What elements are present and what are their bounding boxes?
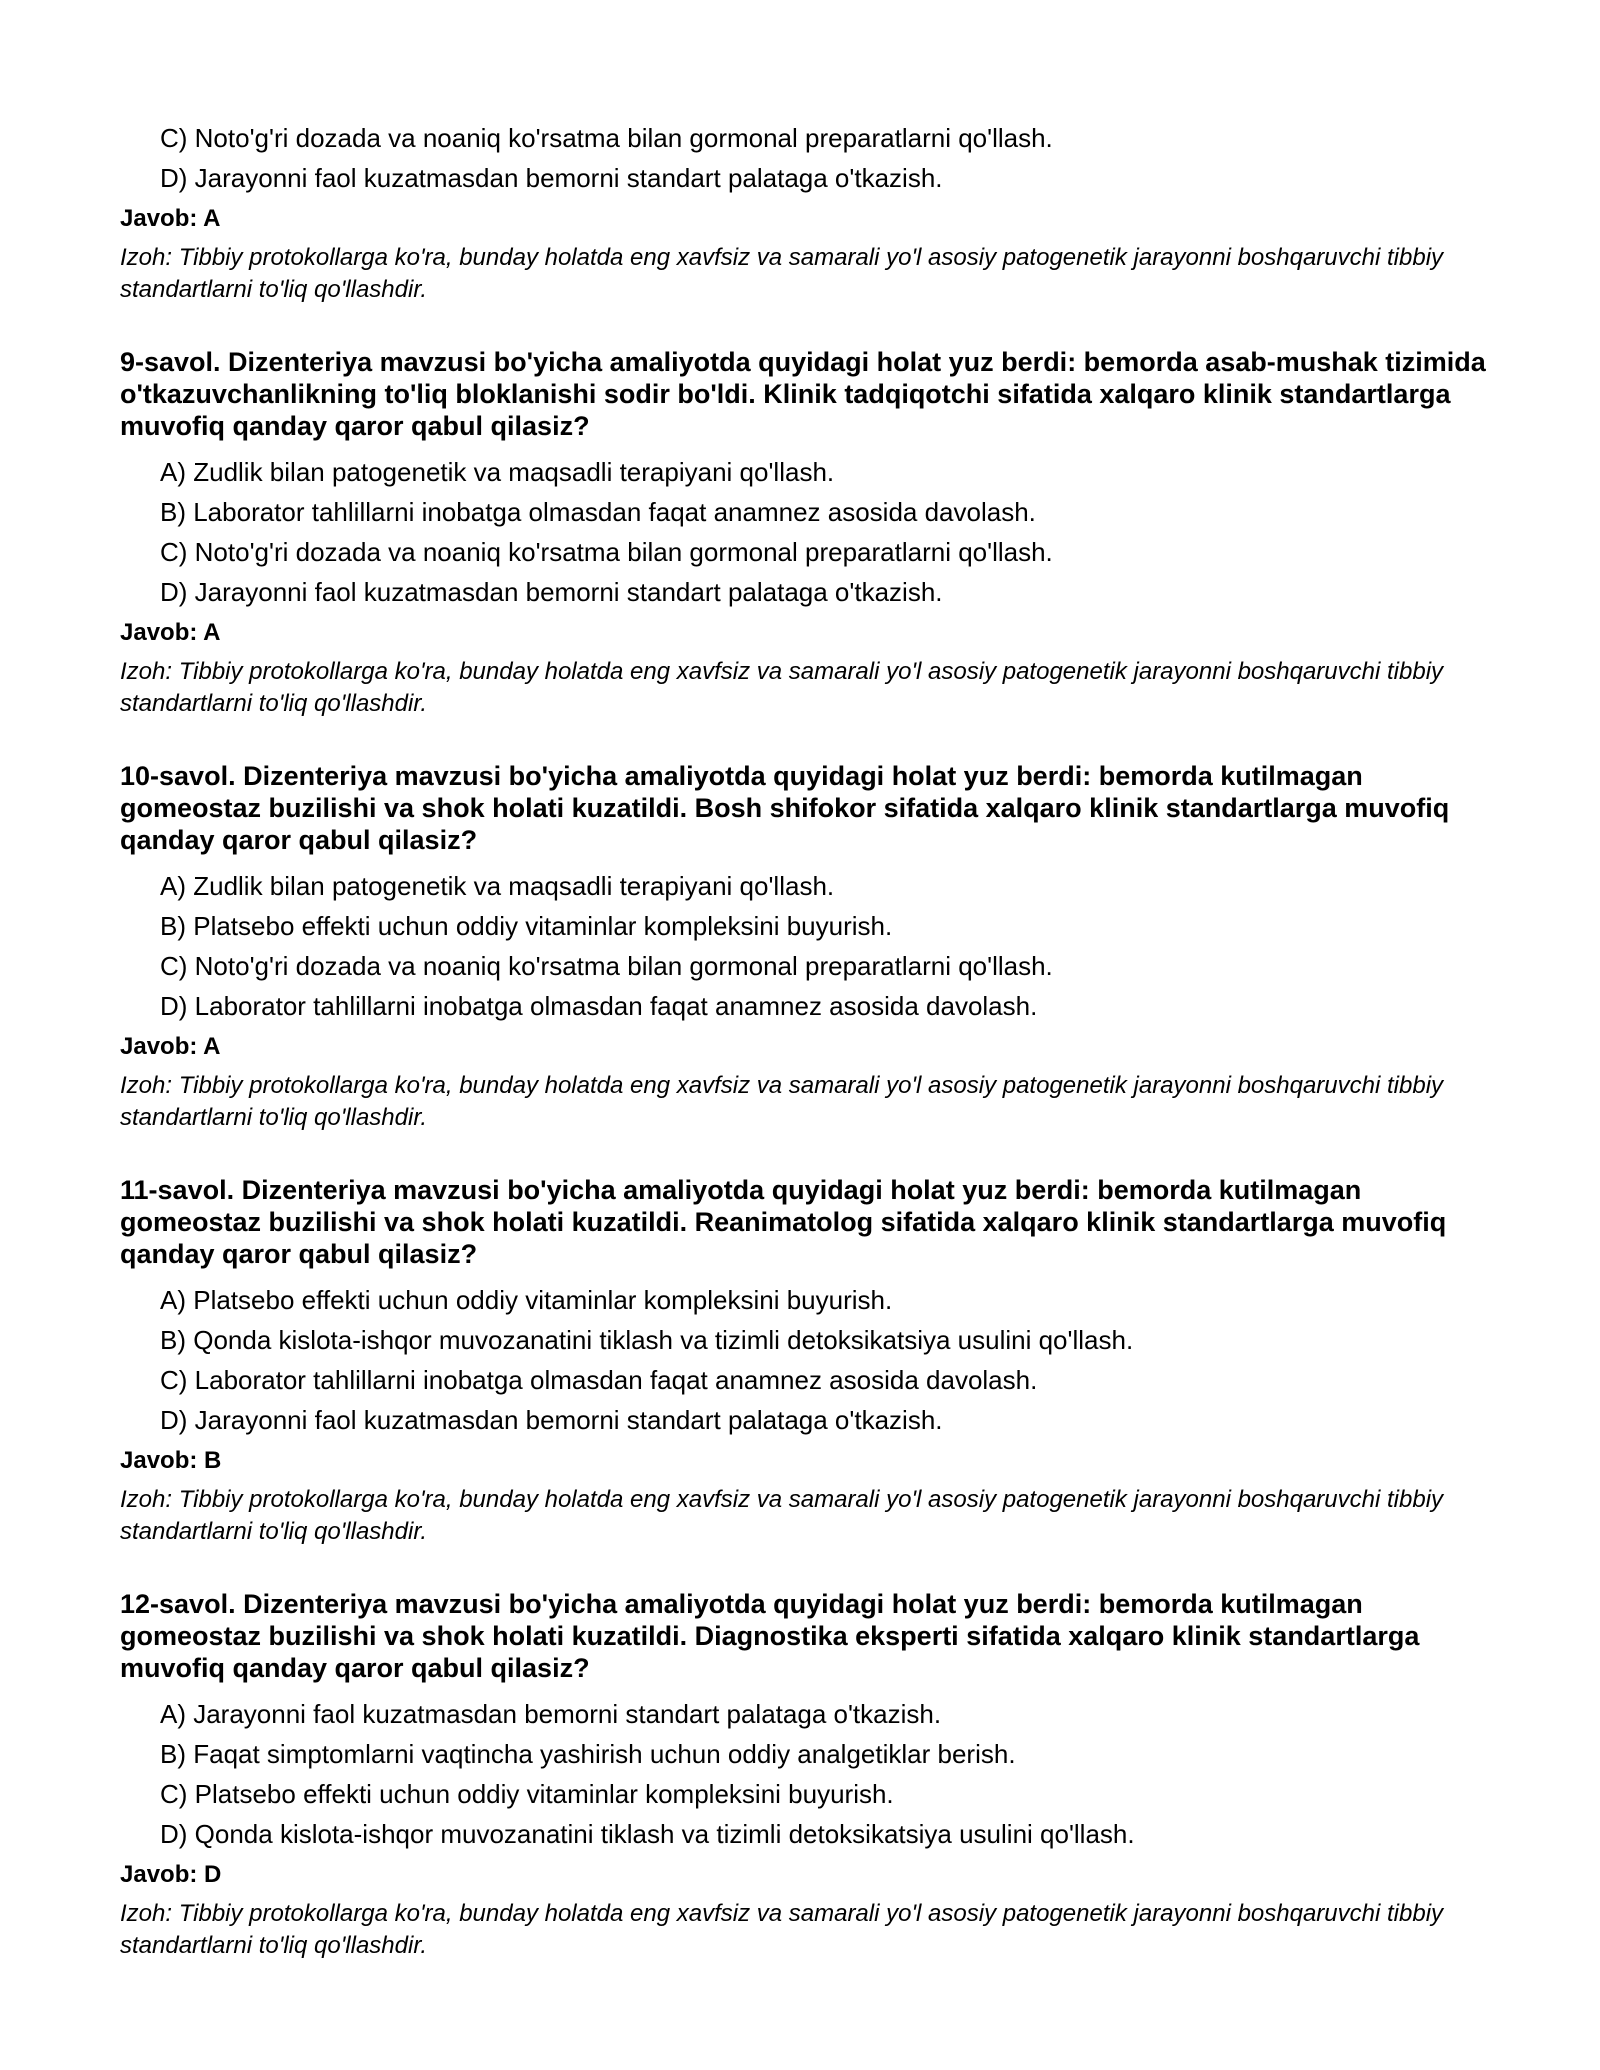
option-d: D) Jarayonni faol kuzatmasdan bemorni standart palataga o'tkazish. [160, 1405, 943, 1435]
option-a: A) Platsebo effekti uchun oddiy vitaminlar kompleksini buyurish. [160, 1285, 893, 1315]
option-list [120, 118, 1490, 198]
option-d: D) Laborator tahlillarni inobatga olmasdan faqat anamnez asosida davolash. [160, 991, 1038, 1021]
option-b: B) Laborator tahlillarni inobatga olmasdan faqat anamnez asosida davolash. [160, 497, 1036, 527]
option-c: C) Noto'g'ri dozada va noaniq ko'rsatma bilan gormonal preparatlarni qo'llash. [160, 951, 1053, 981]
explanation-note: Izoh: Tibbiy protokollarga ko'ra, bunday holatda eng xavfsiz va samarali yo'l asosiy patogenetik jarayonni boshqaruvchi tibbiy standartlarni to'liq qo'llashdir. [120, 1900, 1444, 1959]
option-c: C) Platsebo effekti uchun oddiy vitaminlar kompleksini buyurish. [160, 1779, 894, 1809]
explanation-note: Izoh: Tibbiy protokollarga ko'ra, bunday holatda eng xavfsiz va samarali yo'l asosiy patogenetik jarayonni boshqaruvchi tibbiy standartlarni to'liq qo'llashdir. [120, 244, 1444, 303]
option-list [120, 1694, 1490, 1854]
question-title: 10-savol. Dizenteriya mavzusi bo'yicha amaliyotda quyidagi holat yuz berdi: bemorda kutilmagan gomeostaz buzilishi va shok holati kuzatildi. Bosh shifokor sifatida xalqaro klinik standartlarga muvofiq qanday qaror qabul qilasiz? [120, 761, 1450, 855]
question-title: 9-savol. Dizenteriya mavzusi bo'yicha amaliyotda quyidagi holat yuz berdi: bemorda asab-mushak tizimida o'tkazuvchanlikning to'liq bloklanishi sodir bo'ldi. Klinik tadqiqotchi sifatida xalqaro klinik standartlarga muvofiq qanday qaror qabul qilasiz? [120, 347, 1486, 441]
answer-label: Javob: D [120, 1861, 222, 1888]
option-b: B) Faqat simptomlarni vaqtincha yashirish uchun oddiy analgetiklar berish. [160, 1739, 1016, 1769]
option-a: A) Jarayonni faol kuzatmasdan bemorni standart palataga o'tkazish. [160, 1699, 942, 1729]
question-title: 11-savol. Dizenteriya mavzusi bo'yicha amaliyotda quyidagi holat yuz berdi: bemorda kutilmagan gomeostaz buzilishi va shok holati kuzatildi. Reanimatolog sifatida xalqaro klinik standartlarga muvofiq qanday qaror qabul qilasiz? [120, 1175, 1447, 1269]
question-title: 12-savol. Dizenteriya mavzusi bo'yicha amaliyotda quyidagi holat yuz berdi: bemorda kutilmagan gomeostaz buzilishi va shok holati kuzatildi. Diagnostika eksperti sifatida xalqaro klinik standartlarga muvofiq qanday qaror qabul qilasiz? [120, 1589, 1420, 1683]
option-b: B) Qonda kislota-ishqor muvozanatini tiklash va tizimli detoksikatsiya usulini qo'llash. [160, 1325, 1134, 1355]
question-10 [120, 760, 1490, 1134]
option-a: A) Zudlik bilan patogenetik va maqsadli terapiyani qo'llash. [160, 871, 835, 901]
option-c: C) Noto'g'ri dozada va noaniq ko'rsatma bilan gormonal preparatlarni qo'llash. [160, 537, 1053, 567]
question-11 [120, 1174, 1490, 1548]
explanation-note: Izoh: Tibbiy protokollarga ko'ra, bunday holatda eng xavfsiz va samarali yo'l asosiy patogenetik jarayonni boshqaruvchi tibbiy standartlarni to'liq qo'llashdir. [120, 1072, 1444, 1131]
answer-label: Javob: B [120, 1447, 222, 1474]
explanation-note: Izoh: Tibbiy protokollarga ko'ra, bunday holatda eng xavfsiz va samarali yo'l asosiy patogenetik jarayonni boshqaruvchi tibbiy standartlarni to'liq qo'llashdir. [120, 1486, 1444, 1545]
option-a: A) Zudlik bilan patogenetik va maqsadli terapiyani qo'llash. [160, 457, 835, 487]
option-c: C) Laborator tahlillarni inobatga olmasdan faqat anamnez asosida davolash. [160, 1365, 1038, 1395]
question-continuation [120, 118, 1490, 306]
answer-label: Javob: A [120, 1033, 221, 1060]
explanation-note: Izoh: Tibbiy protokollarga ko'ra, bunday holatda eng xavfsiz va samarali yo'l asosiy patogenetik jarayonni boshqaruvchi tibbiy standartlarni to'liq qo'llashdir. [120, 658, 1444, 717]
document-page [120, 118, 1490, 2002]
option-list [120, 452, 1490, 612]
option-b: B) Platsebo effekti uchun oddiy vitaminlar kompleksini buyurish. [160, 911, 893, 941]
question-9 [120, 346, 1490, 720]
option-list [120, 866, 1490, 1026]
question-12 [120, 1588, 1490, 1962]
option-d: D) Jarayonni faol kuzatmasdan bemorni standart palataga o'tkazish. [160, 577, 943, 607]
answer-label: Javob: A [120, 205, 221, 232]
option-list [120, 1280, 1490, 1440]
answer-label: Javob: A [120, 619, 221, 646]
option-c: C) Noto'g'ri dozada va noaniq ko'rsatma bilan gormonal preparatlarni qo'llash. [160, 123, 1053, 153]
option-d: D) Qonda kislota-ishqor muvozanatini tiklash va tizimli detoksikatsiya usulini qo'llash. [160, 1819, 1135, 1849]
option-d: D) Jarayonni faol kuzatmasdan bemorni standart palataga o'tkazish. [160, 163, 943, 193]
